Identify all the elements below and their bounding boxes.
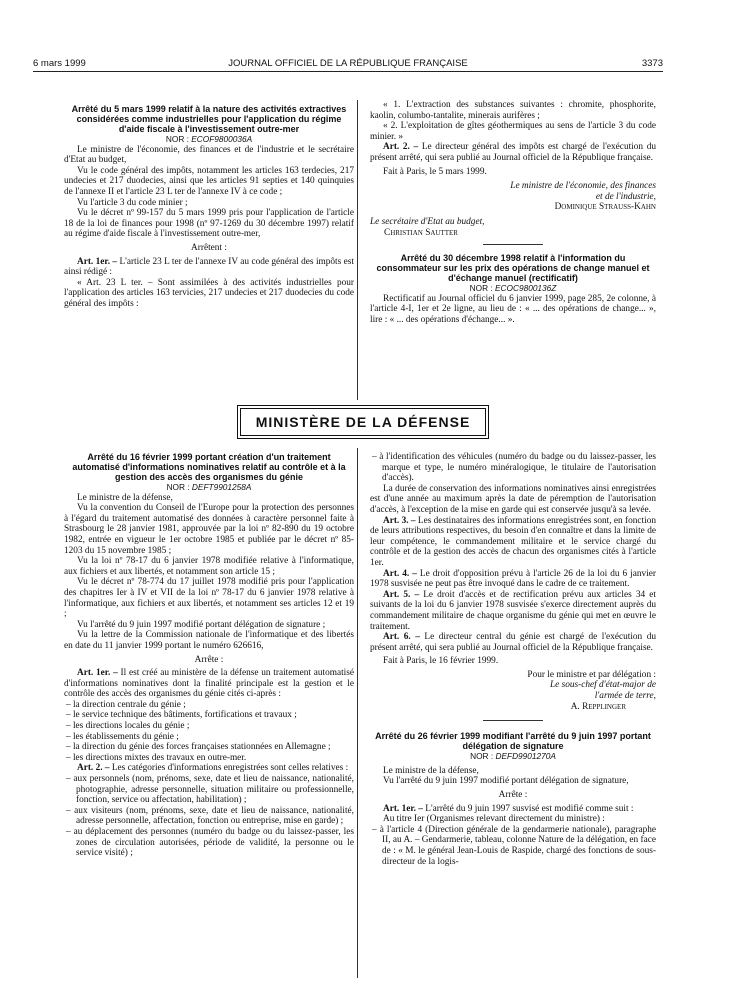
- column-bottom-left: [64, 452, 354, 859]
- arrete-heading: Arrête :: [194, 654, 224, 665]
- page-header: [33, 58, 663, 70]
- article-text: Il est créé au ministère de la défense un traitement automatisé d'informations nominatives dont la finalité principale est la gestion et le contrôle des accès des organismes du génie cités ci-après :: [64, 668, 354, 700]
- article-text: Les destinataires des informations enregistrées sont, en fonction de leurs attributions respectives, du besoin d'en connaître et dans la limite de leur compétence, le commandement militaire et le service chargé du contrôle et de la gestion des accès de chacun des organismes cités à l'article 1er.: [370, 515, 656, 568]
- article-label: Art. 6. –: [383, 632, 420, 643]
- list-item: – aux personnels (nom, prénoms, sexe, date et lieu de naissance, nationalité, photographie, adresse personnelle, situation militaire ou professionnelle, fonction, service ou affectation, habilitation) ;: [66, 774, 354, 806]
- paragraph: Vu le code général des impôts, notamment les articles 163 terdecies, 217 undecies et 217 duodecies, ainsi que les articles 91 septies et 140 quinquies de l'annexe II et l'article 23 L ter de l'annexe IV à ce code ;: [64, 165, 354, 197]
- article-4: [370, 569, 656, 590]
- ministry-banner: MINISTÈRE DE LA DÉFENSE: [240, 408, 486, 436]
- signatory-role: Le sous-chef d'état-major de l'armée de terre,: [549, 680, 656, 702]
- nor-label: NOR :: [165, 134, 192, 144]
- column-divider: [357, 100, 358, 400]
- paragraph: Vu la lettre de la Commission nationale de l'informatique et des libertés en date du 11 janvier 1999 portant le numéro 626616,: [64, 630, 354, 651]
- arretent-heading: Arrêtent :: [191, 242, 227, 253]
- paragraph: La durée de conservation des informations nominatives ainsi enregistrées est d'une année au maximum après la date de péremption de l'autorisation d'accès, à l'exception de la mise en garde qui est conservée jusqu'à sa levée.: [370, 483, 656, 515]
- paragraph: Vu la loi nº 78-17 du 6 janvier 1978 modifiée relative à l'informatique, aux fichiers et aux libertés, et notamment son article 15 ;: [64, 556, 354, 577]
- list-item: – à l'identification des véhicules (numéro du badge ou du laissez-passer, les marque et type, le numéro minéralogique, le titulaire de l'autorisation d'accès).: [372, 452, 656, 484]
- decree-title: Arrêté du 5 mars 1999 relatif à la nature des activités extractives considérées comme industrielles pour l'application du régime d'aide fiscale à l'investissement outre-mer: [71, 104, 347, 134]
- date-line: Fait à Paris, le 5 mars 1999.: [383, 166, 487, 177]
- list-item: – la direction centrale du génie ;: [66, 699, 186, 710]
- list-item: – au déplacement des personnes (numéro du badge ou du laissez-passer, les zones de circulation autorisées, période de validité, la personne ou le service visité) ;: [66, 827, 354, 859]
- article-label: Art. 1er. –: [77, 256, 118, 267]
- article-label: Art. 2. –: [383, 142, 419, 153]
- article-2: [370, 142, 656, 163]
- article-1: [64, 257, 354, 278]
- list-item: – les établissements du génie ;: [66, 731, 179, 742]
- paragraph: Vu la convention du Conseil de l'Europe pour la protection des personnes à l'égard du traitement automatisé des données à caractère personnel faite à Strasbourg le 28 janvier 1981, approuvée par la loi nº 82-890 du 19 octobre 1982, entrée en vigueur le 1er octobre 1985 et publiée par le décret nº 85-1203 du 15 novembre 1985 ;: [64, 503, 354, 556]
- arrete-heading: Arrête :: [498, 790, 528, 801]
- nor-line: [64, 134, 354, 145]
- article-1: [370, 804, 656, 815]
- list-item: – la direction du génie des forces françaises stationnées en Allemagne ;: [66, 742, 331, 753]
- delegation-line: Pour le ministre et par délégation :: [527, 669, 656, 680]
- article-label: Art. 1er. –: [77, 668, 118, 679]
- nor-label: NOR :: [469, 283, 495, 294]
- article-label: Art. 5. –: [383, 589, 420, 600]
- list-item: – le service technique des bâtiments, fortifications et travaux ;: [66, 710, 297, 721]
- paragraph: Vu le décret nº 78-774 du 17 juillet 1978 modifié pris pour l'application des chapitres Ier à IV et VII de la loi nº 78-17 du 6 janvier 1978 relative à l'informatique, aux fichiers et aux libertés, et notamment ses articles 12 et 19 ;: [64, 577, 354, 620]
- section-divider: [483, 244, 543, 245]
- decree-title: Arrêté du 16 février 1999 portant création d'un traitement automatisé d'informations nominatives relatif au contrôle et à la gestion des accès des organismes du génie: [72, 452, 346, 482]
- paragraph: Vu l'arrêté du 9 juin 1997 modifié portant délégation de signature ;: [77, 619, 326, 630]
- issue-date: 6 mars 1999: [33, 58, 86, 69]
- date-line: Fait à Paris, le 16 février 1999.: [383, 656, 499, 667]
- column-divider: [357, 448, 358, 978]
- article-text: Le directeur général des impôts est chargé de l'exécution du présent arrêté, qui sera publié au Journal officiel de la République française.: [370, 142, 656, 163]
- article-text: L'article 23 L ter de l'annexe IV au code général des impôts est ainsi rédigé :: [64, 256, 354, 278]
- nor-code: DEFT9901258A: [191, 482, 252, 492]
- column-top-left: [64, 104, 354, 310]
- paragraph: Le ministre de l'économie, des finances et de l'industrie et le secrétaire d'Etat au budget,: [64, 144, 354, 166]
- article-text: Les catégories d'informations enregistrées sont celles relatives :: [109, 763, 349, 774]
- article-1: [64, 668, 354, 700]
- signatory-name: A. Repplinger: [570, 701, 626, 712]
- article-3: [370, 516, 656, 569]
- nor-code: DEFD9901270A: [495, 751, 556, 762]
- section-divider: [483, 720, 543, 721]
- nor-label: NOR :: [470, 751, 496, 762]
- rectificatif-text: Rectificatif au Journal officiel du 6 janvier 1999, page 285, 2e colonne, à l'article 4-I, 1er et 2e ligne, au lieu de : « ... des opérations de change... », lire : « ... des opérations d'échange... ».: [370, 293, 656, 325]
- decree-title: Arrêté du 26 février 1999 modifiant l'arrêté du 9 juin 1997 portant délégation de signature: [375, 731, 651, 752]
- column-bottom-right: [370, 452, 656, 867]
- list-item: – à l'article 4 (Direction générale de la gendarmerie nationale), paragraphe II, au A. – Gendarmerie, tableau, colonne Nature de la délégation, en face de : « M. le général Jean-Louis de Raspide, chargé des fonctions de sous-directeur de la logis-: [372, 824, 656, 867]
- column-top-right: [370, 100, 656, 326]
- nor-line: [64, 482, 354, 493]
- article-6: [370, 632, 656, 653]
- article-text: Le droit d'opposition prévu à l'article 26 de la loi du 6 janvier 1978 susvisée ne peut pas être invoqué dans le cadre de ce traitement.: [370, 568, 656, 590]
- paragraph: Le ministre de la défense,: [77, 492, 173, 503]
- signatory-name: Christian Sautter: [384, 227, 458, 238]
- nor-code: ECOC9800136Z: [495, 283, 557, 294]
- quoted-article: « Art. 23 L ter. – Sont assimilées à des activités industrielles pour l'application des articles 163 tervicies, 217 undecies et 217 duodecies du code général des impôts :: [64, 277, 354, 309]
- quote-item: « 2. L'exploitation de gîtes géothermiques au sens de l'article 3 du code minier. »: [370, 121, 656, 142]
- article-text: L'arrêté du 9 juin 1997 susvisé est modifié comme suit :: [422, 803, 634, 814]
- signatory-role: Le secrétaire d'Etat au budget,: [370, 216, 485, 227]
- list-item: – aux visiteurs (nom, prénoms, sexe, date et lieu de naissance, nationalité, adresse personnelle, affectation, fonction ou entreprise, mise en garde) ;: [66, 805, 354, 827]
- paragraph: Vu l'arrêté du 9 juin 1997 modifié portant délégation de signature,: [383, 776, 629, 787]
- quote-item: « 1. L'extraction des substances suivantes : chromite, phosphorite, kaolin, columbo-tantalite, minerais aurifères ;: [370, 100, 656, 121]
- paragraph: Vu le décret nº 99-157 du 5 mars 1999 pris pour l'application de l'article 18 de la loi de finances pour 1998 (nº 97-1269 du 30 décembre 1997) relatif au régime d'aide fiscale à l'investissement outre-mer,: [64, 208, 354, 240]
- article-label: Art. 3. –: [383, 515, 416, 526]
- signatory-role: Le ministre de l'économie, des finances et de l'industrie,: [510, 181, 656, 202]
- decree-title: Arrêté du 30 décembre 1998 relatif à l'information du consommateur sur les prix des opérations de change manuel et d'échange manuel (rectificatif): [376, 253, 650, 284]
- list-item: – les directions locales du génie ;: [66, 721, 190, 732]
- nor-label: NOR :: [166, 482, 192, 492]
- paragraph: Le ministre de la défense,: [383, 765, 479, 776]
- header-rule: [33, 71, 663, 72]
- journal-title: JOURNAL OFFICIEL DE LA RÉPUBLIQUE FRANÇAISE: [228, 58, 468, 69]
- nor-code: ECOF9800036A: [191, 134, 253, 144]
- article-label: Art. 4. –: [383, 568, 417, 579]
- paragraph: Vu l'article 3 du code minier ;: [77, 197, 188, 208]
- article-label: Art. 2. –: [77, 763, 110, 774]
- nor-line: [370, 751, 656, 762]
- page-number: 3373: [641, 58, 663, 69]
- signatory-name: Dominique Strauss-Kahn: [554, 202, 656, 213]
- article-text: Le droit d'accès et de rectification prévu aux articles 34 et suivants de la loi du 6 janvier 1978 susvisée s'exerce directement auprès du commandement militaire de chaque organisme du génie qui met en œuvre le traitement.: [370, 589, 656, 632]
- nor-line: [370, 283, 656, 294]
- paragraph: Au titre Ier (Organismes relevant directement du ministre) :: [383, 814, 605, 825]
- article-text: Le directeur central du génie est chargé de l'exécution du présent arrêté, qui sera publié au Journal officiel de la République française.: [370, 632, 657, 653]
- article-2: [64, 763, 354, 774]
- article-label: Art. 1er. –: [383, 803, 423, 814]
- list-item: – les directions mixtes des travaux en outre-mer.: [66, 752, 247, 763]
- article-5: [370, 590, 656, 632]
